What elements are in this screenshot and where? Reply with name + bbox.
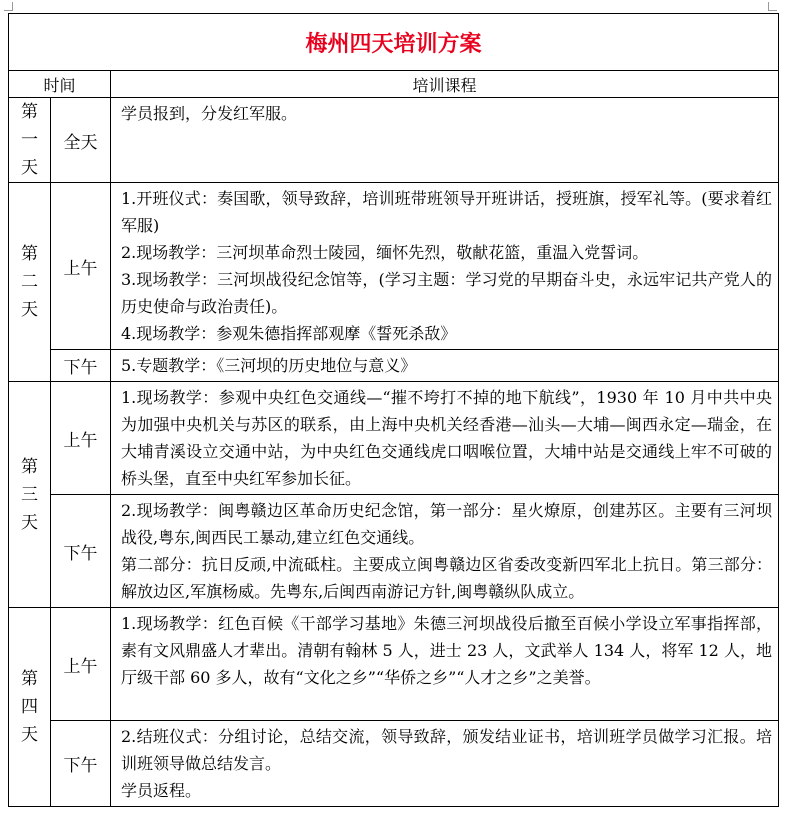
margin-corner-mark-right [768, 2, 777, 11]
day-3-label: 第 三 天 [9, 382, 51, 608]
period-day3-afternoon: 下午 [51, 495, 111, 608]
period-day3-morning: 上午 [51, 382, 111, 495]
header-time: 时间 [9, 71, 111, 98]
content-day2-afternoon: 5.专题教学：《三河坝的历史地位与意义》 [111, 350, 779, 382]
day-4-label: 第 四 天 [9, 608, 51, 807]
training-plan-table [8, 13, 779, 807]
day-2-label: 第 二 天 [9, 183, 51, 382]
header-course: 培训课程 [111, 71, 779, 98]
period-day4-morning: 上午 [51, 608, 111, 721]
content-day1-allday: 学员报到，分发红军服。 [111, 98, 779, 183]
content-day3-afternoon: 2.现场教学：闽粤赣边区革命历史纪念馆，第一部分：星火燎原，创建苏区。主要有三河坝战役,粤东,闽西民工暴动,建立红色交通线。 第二部分：抗日反顽,中流砥柱。主要成立闽粤赣边区省委改变新四军北上抗日。第三部分：解放边区,军旗杨威。先粤东,后闽西南游记方针,闽粤赣纵队成立。 [111, 495, 779, 608]
content-day4-afternoon: 2.结班仪式：分组讨论，总结交流，领导致辞，颁发结业证书，培训班学员做学习汇报。培训班领导做总结发言。 学员返程。 [111, 721, 779, 807]
content-day4-morning: 1.现场教学：红色百候《干部学习基地》朱德三河坝战役后撤至百候小学设立军事指挥部，素有文风鼎盛人才辈出。清朝有翰林 5 人，进士 23 人，文武举人 134 人，将军 12 人，地厅级干部 60 多人，故有“文化之乡”“华侨之乡”“人才之乡”之美誉。 [111, 608, 779, 721]
content-day2-morning: 1.开班仪式：奏国歌，领导致辞，培训班带班领导开班讲话，授班旗，授军礼等。(要求着红军服) 2.现场教学：三河坝革命烈士陵园，缅怀先烈，敬献花篮，重温入党誓词。 3.现场教学：三河坝战役纪念馆等，(学习主题：学习党的早期奋斗史，永远牢记共产党人的历史使命与政治责任)。 4.现场教学：参观朱德指挥部观摩《誓死杀敌》 [111, 183, 779, 350]
period-day4-afternoon: 下午 [51, 721, 111, 807]
period-day2-morning: 上午 [51, 183, 111, 350]
period-day1-allday: 全天 [51, 98, 111, 183]
day-1-label: 第 一 天 [9, 98, 51, 183]
content-day3-morning: 1.现场教学：参观中央红色交通线—“摧不垮打不掉的地下航线”，1930 年 10 月中共中央为加强中央机关与苏区的联系，由上海中央机关经香港—汕头—大埔—闽西永定—瑞金，在大埔青溪设立交通中站，为中央红色交通线虎口咽喉位置，大埔中站是交通线上牢不可破的桥头堡，直至中央红军参加长征。 [111, 382, 779, 495]
margin-corner-mark-left [4, 2, 13, 11]
period-day2-afternoon: 下午 [51, 350, 111, 382]
document-title: 梅州四天培训方案 [9, 14, 779, 71]
